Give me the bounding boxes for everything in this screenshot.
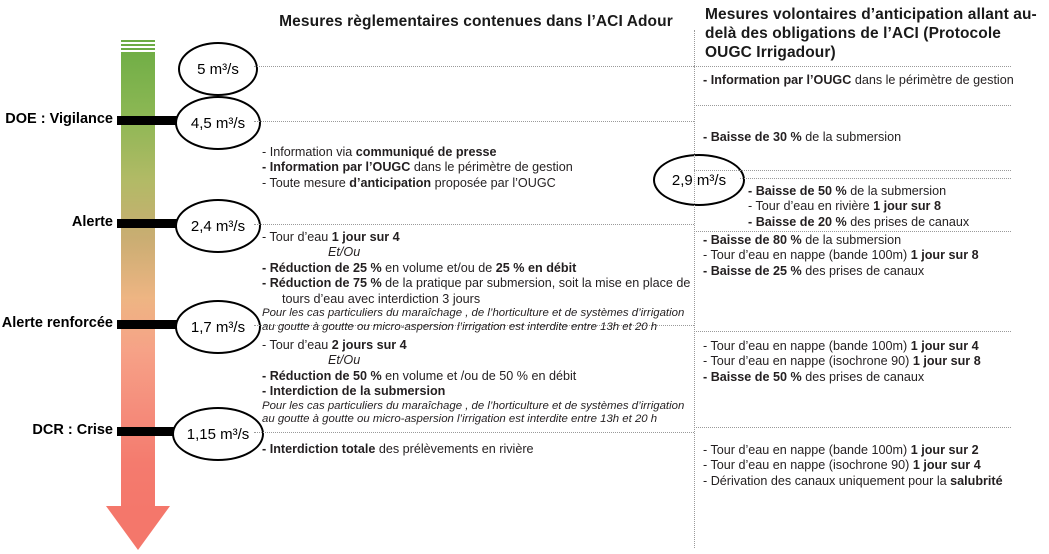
flow-value-ellipse-1-15: 1,15 m³/s xyxy=(172,407,264,461)
measure-line-cont: tours d’eau avec interdiction 3 jours xyxy=(282,291,481,306)
measure-line: - Baisse de 25 % des prises de canaux xyxy=(703,263,925,278)
regulatory-block-crise xyxy=(262,442,534,457)
divider-right-30 xyxy=(694,170,1011,171)
flow-value-ellipse-1-7: 1,7 m³/s xyxy=(175,300,261,354)
measure-note: au goutte à goutte ou micro-aspersion l’irrigation est interdite entre 13h et 20 h xyxy=(262,320,658,333)
flow-value-ellipse-2-9: 2,9 m³/s xyxy=(653,154,745,206)
severity-gradient-bar xyxy=(121,40,155,510)
level-label-dcr: DCR : Crise xyxy=(32,422,113,438)
divider-right-alerte-renforcee xyxy=(694,427,1011,428)
measure-line: - Baisse de 80 % de la submersion xyxy=(703,233,902,247)
divider-right-2-9-bottom xyxy=(694,231,1011,232)
page-title-regulatory-measures: Mesures règlementaires contenues dans l’ACI Adour xyxy=(279,13,673,30)
page-title-voluntary-measures: Mesures volontaires d’anticipation allant au-delà des obligations de l’ACI (Protocole OUGC Irrigadour) xyxy=(705,6,1037,61)
measure-line: - Dérivation des canaux uniquement pour la salubrité xyxy=(703,473,1003,488)
voluntary-block-crise xyxy=(703,443,1003,489)
measure-line: - Tour d’eau 2 jours sur 4 xyxy=(262,338,407,352)
divider-right-2-9-top xyxy=(740,178,1011,179)
measure-line: - Information via communiqué de presse xyxy=(262,145,497,159)
regulatory-block-vigilance xyxy=(262,145,573,191)
voluntary-block-above-doe xyxy=(703,73,1014,88)
measure-line: - Information par l’OUGC dans le périmètre de gestion xyxy=(703,73,1014,87)
measure-line: - Baisse de 50 % des prises de canaux xyxy=(703,369,925,384)
measure-conjunction: Et/Ou xyxy=(328,353,361,368)
voluntary-block-seuil-2-9 xyxy=(748,184,969,230)
voluntary-block-alerte xyxy=(703,233,979,279)
divider-mid-4-5 xyxy=(254,121,694,122)
measure-line: - Tour d’eau en rivière 1 jour sur 8 xyxy=(748,199,941,214)
regulatory-block-alerte xyxy=(262,230,690,334)
measure-line: - Interdiction totale des prélèvements en rivière xyxy=(262,442,534,456)
divider-mid-2-4 xyxy=(254,224,694,225)
measure-line: - Tour d’eau en nappe (bande 100m) 1 jour sur 2 xyxy=(703,443,979,457)
divider-right-info xyxy=(694,105,1011,106)
measure-line: - Tour d’eau en nappe (isochrone 90) 1 jour sur 4 xyxy=(703,458,981,473)
level-label-alerte: Alerte xyxy=(71,214,113,230)
measure-line: - Information par l’OUGC dans le périmètre de gestion xyxy=(262,160,573,175)
divider-mid-5 xyxy=(254,66,694,67)
flow-value-ellipse-4-5: 4,5 m³/s xyxy=(175,96,261,150)
column-divider-vertical xyxy=(694,30,695,548)
measure-note: au goutte à goutte ou micro-aspersion l’irrigation est interdite entre 13h et 20 h xyxy=(262,413,658,426)
measure-line: - Réduction de 25 % en volume et/ou de 25 % en débit xyxy=(262,260,577,275)
level-label-doe: DOE : Vigilance xyxy=(5,111,113,127)
measure-note: Pour les cas particuliers du maraîchage , de l’horticulture et de systèmes d’irrigation xyxy=(262,307,685,320)
level-label-alerte-renforcee: Alerte renforcée xyxy=(1,315,113,331)
measure-line: - Tour d’eau en nappe (bande 100m) 1 jour sur 8 xyxy=(703,248,979,263)
voluntary-block-doe xyxy=(703,130,901,145)
divider-mid-1-15 xyxy=(254,432,694,433)
voluntary-block-alerte-renforcee xyxy=(703,339,981,385)
divider-right-top xyxy=(694,66,1011,67)
measure-line: - Interdiction de la submersion xyxy=(262,384,446,399)
bar-top-stripes xyxy=(121,40,155,52)
measure-line: - Baisse de 30 % de la submersion xyxy=(703,130,902,144)
measure-line: - Tour d’eau 1 jour sur 4 xyxy=(262,230,400,244)
downward-arrow-head-icon xyxy=(106,506,170,550)
measure-line: - Toute mesure d’anticipation proposée par l’OUGC xyxy=(262,175,556,190)
divider-right-alerte xyxy=(694,331,1011,332)
measure-line: - Tour d’eau en nappe (isochrone 90) 1 jour sur 8 xyxy=(703,354,981,369)
measure-conjunction: Et/Ou xyxy=(328,245,361,260)
flow-value-ellipse-2-4: 2,4 m³/s xyxy=(175,199,261,253)
measure-line: - Baisse de 50 % de la submersion xyxy=(748,184,947,198)
measure-line: - Réduction de 75 % de la pratique par submersion, soit la mise en place de xyxy=(262,276,691,291)
regulatory-block-alerte-renforcee xyxy=(262,338,684,427)
measure-line: - Réduction de 50 % en volume et /ou de 50 % en débit xyxy=(262,368,577,383)
measure-line: - Tour d’eau en nappe (bande 100m) 1 jour sur 4 xyxy=(703,339,979,353)
measure-line: - Baisse de 20 % des prises de canaux xyxy=(748,214,970,229)
measure-note: Pour les cas particuliers du maraîchage , de l’horticulture et de systèmes d’irrigation xyxy=(262,399,685,412)
flow-value-ellipse-5: 5 m³/s xyxy=(178,42,258,96)
